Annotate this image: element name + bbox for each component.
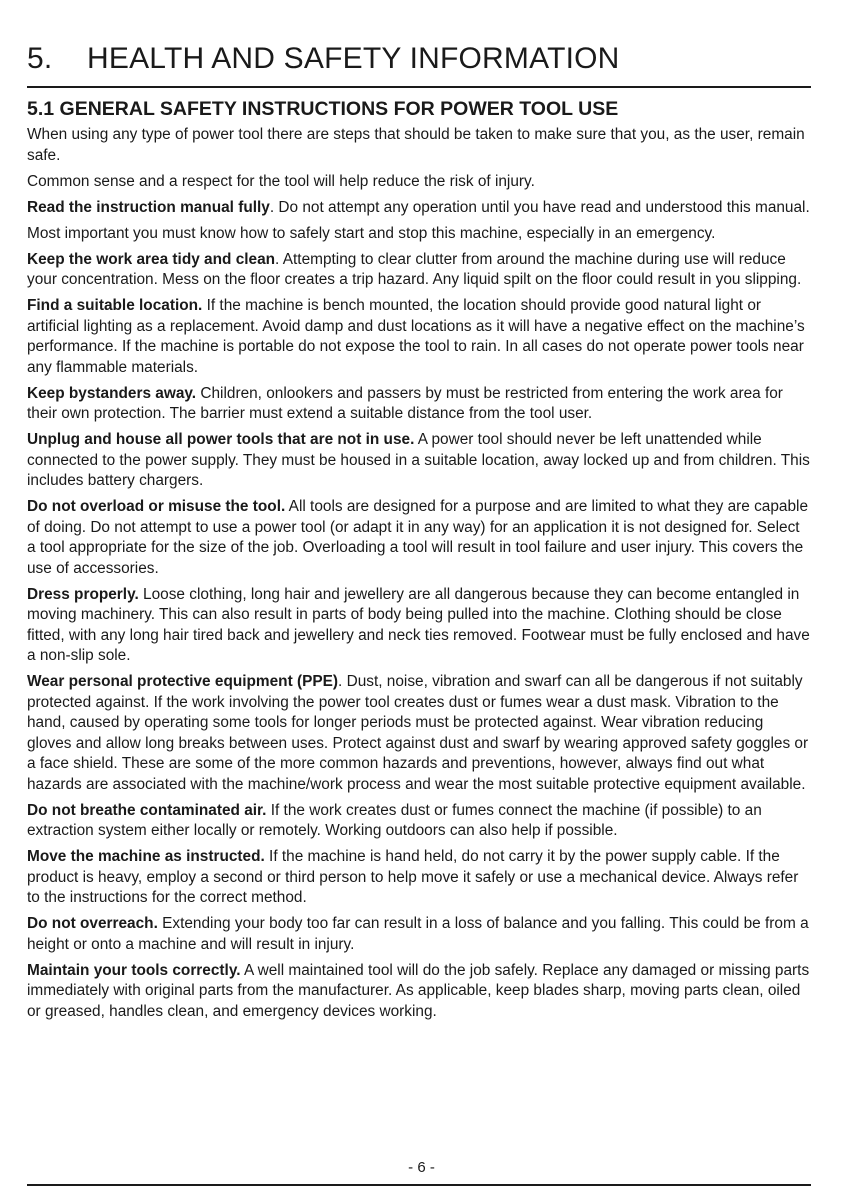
heading-rule (27, 86, 811, 88)
paragraph (27, 172, 811, 193)
paragraph-text: . Dust, noise, vibration and swarf can all be dangerous if not suitably protected against. If the work involving the power tool creates dust or fumes wear a dust mask. Vibration to the hand, caused by operating some tools for longer periods must be protected against. Wear vibration reducing gloves and allow long breaks between uses. Protect against dust and swarf by wearing approved safety goggles or a face shield. These are some of the more common hazards and preventions, however, always find out what hazards are associated with the machine/work process and wear the most suitable protective equipment available. (27, 673, 809, 793)
paragraph (27, 497, 811, 579)
paragraph-lead: Do not overload or misuse the tool. (27, 498, 286, 515)
paragraph (27, 296, 811, 378)
paragraph (27, 672, 811, 795)
footer-rule (27, 1184, 811, 1186)
paragraph-text: If the machine is bench mounted, the location should provide good natural light or artificial lighting as a replacement. Avoid damp and dust locations as it will have a negative effect on the machine’s performance. If the machine is portable do not expose the tool to rain. In all cases do not operate power tools near any flammable materials. (27, 297, 805, 376)
paragraph (27, 430, 811, 492)
page-content (27, 36, 811, 1028)
paragraph-lead: Keep the work area tidy and clean (27, 250, 276, 268)
paragraph (27, 224, 811, 245)
section-number: 5. (27, 42, 53, 75)
paragraph (27, 914, 811, 955)
paragraph-text: A well maintained tool will do the job safely. Replace any damaged or missing parts immediately with original parts from the manufacturer. As applicable, keep blades sharp, moving parts clean, oiled or greased, handles clean, and emergency devices working. (27, 961, 810, 1020)
paragraph-text: All tools are designed for a purpose and are limited to what they are capable of doing. Do not attempt to use a power tool (or adapt it in any way) for an application it is not designed for. Select a tool appropriate for the size of the job. Overloading a tool will result in tool failure and user injury. This covers the use of accessories. (27, 498, 808, 577)
paragraph-text: Common sense and a respect for the tool will help reduce the risk of injury. (27, 172, 535, 190)
paragraph-text: Most important you must know how to safely start and stop this machine, especially in an emergency. (27, 224, 716, 242)
paragraph-lead: Read the instruction manual fully (27, 198, 270, 216)
paragraph-text: A power tool should never be left unattended while connected to the power supply. They must be housed in a suitable location, away locked up and from children. This includes battery chargers. (27, 431, 810, 489)
paragraph (27, 801, 811, 842)
section-heading (27, 36, 811, 82)
paragraph-lead: Keep bystanders away. (27, 384, 197, 402)
paragraph-text: Children, onlookers and passers by must be restricted from entering the work area for their own protection. The barrier must extend a suitable distance from the tool user. (27, 384, 783, 422)
paragraph (27, 198, 811, 219)
paragraph-lead: Do not overreach. (27, 915, 158, 932)
paragraph-lead: Unplug and house all power tools that are not in use. (27, 431, 415, 448)
paragraph-lead: Find a suitable location. (27, 297, 203, 314)
paragraph-lead: Dress properly. (27, 585, 139, 603)
paragraph-lead: Do not breathe contaminated air. (27, 801, 267, 819)
paragraph (27, 847, 811, 909)
paragraph-text: Loose clothing, long hair and jewellery are all dangerous because they can become entangled in moving machinery. This can also result in parts of body being pulled into the machine. Clothing should be close fitted, with any long hair tired back and jewellery and neck ties removed. Footwear must be fully enclosed and have a non-slip sole. (27, 585, 810, 664)
paragraph-text: . Attempting to clear clutter from around the machine during use will reduce your concentration. Mess on the floor creates a trip hazard. Any liquid spilt on the floor could result in you slipping. (27, 250, 802, 288)
paragraph-text: . Do not attempt any operation until you have read and understood this manual. (269, 198, 810, 216)
subsection-title: 5.1 GENERAL SAFETY INSTRUCTIONS FOR POWER TOOL USE (27, 98, 619, 120)
paragraph-text: If the machine is hand held, do not carry it by the power supply cable. If the product is heavy, employ a second or third person to help move it safely or use a mechanical device. Always refer to the instructions for the correct method. (27, 848, 799, 906)
paragraph-text: When using any type of power tool there are steps that should be taken to make sure that you, as the user, remain safe. (27, 126, 805, 164)
paragraph-lead: Move the machine as instructed. (27, 848, 265, 865)
paragraph (27, 384, 811, 425)
paragraph-text: If the work creates dust or fumes connect the machine (if possible) to an extraction system either locally or remotely. Working outdoors can also help if possible. (27, 801, 762, 839)
page-number: - 6 - (408, 1159, 435, 1176)
paragraph-lead: Maintain your tools correctly. (27, 961, 241, 979)
section-title: HEALTH AND SAFETY INFORMATION (87, 42, 620, 75)
paragraph (27, 585, 811, 667)
paragraph (27, 250, 811, 291)
instructions-body (27, 125, 811, 1022)
paragraph (27, 125, 811, 166)
paragraph-text: Extending your body too far can result in a loss of balance and you falling. This could be from a height or onto a machine and will result in injury. (27, 915, 809, 953)
paragraph (27, 961, 811, 1023)
paragraph-lead: Wear personal protective equipment (PPE) (27, 673, 339, 690)
